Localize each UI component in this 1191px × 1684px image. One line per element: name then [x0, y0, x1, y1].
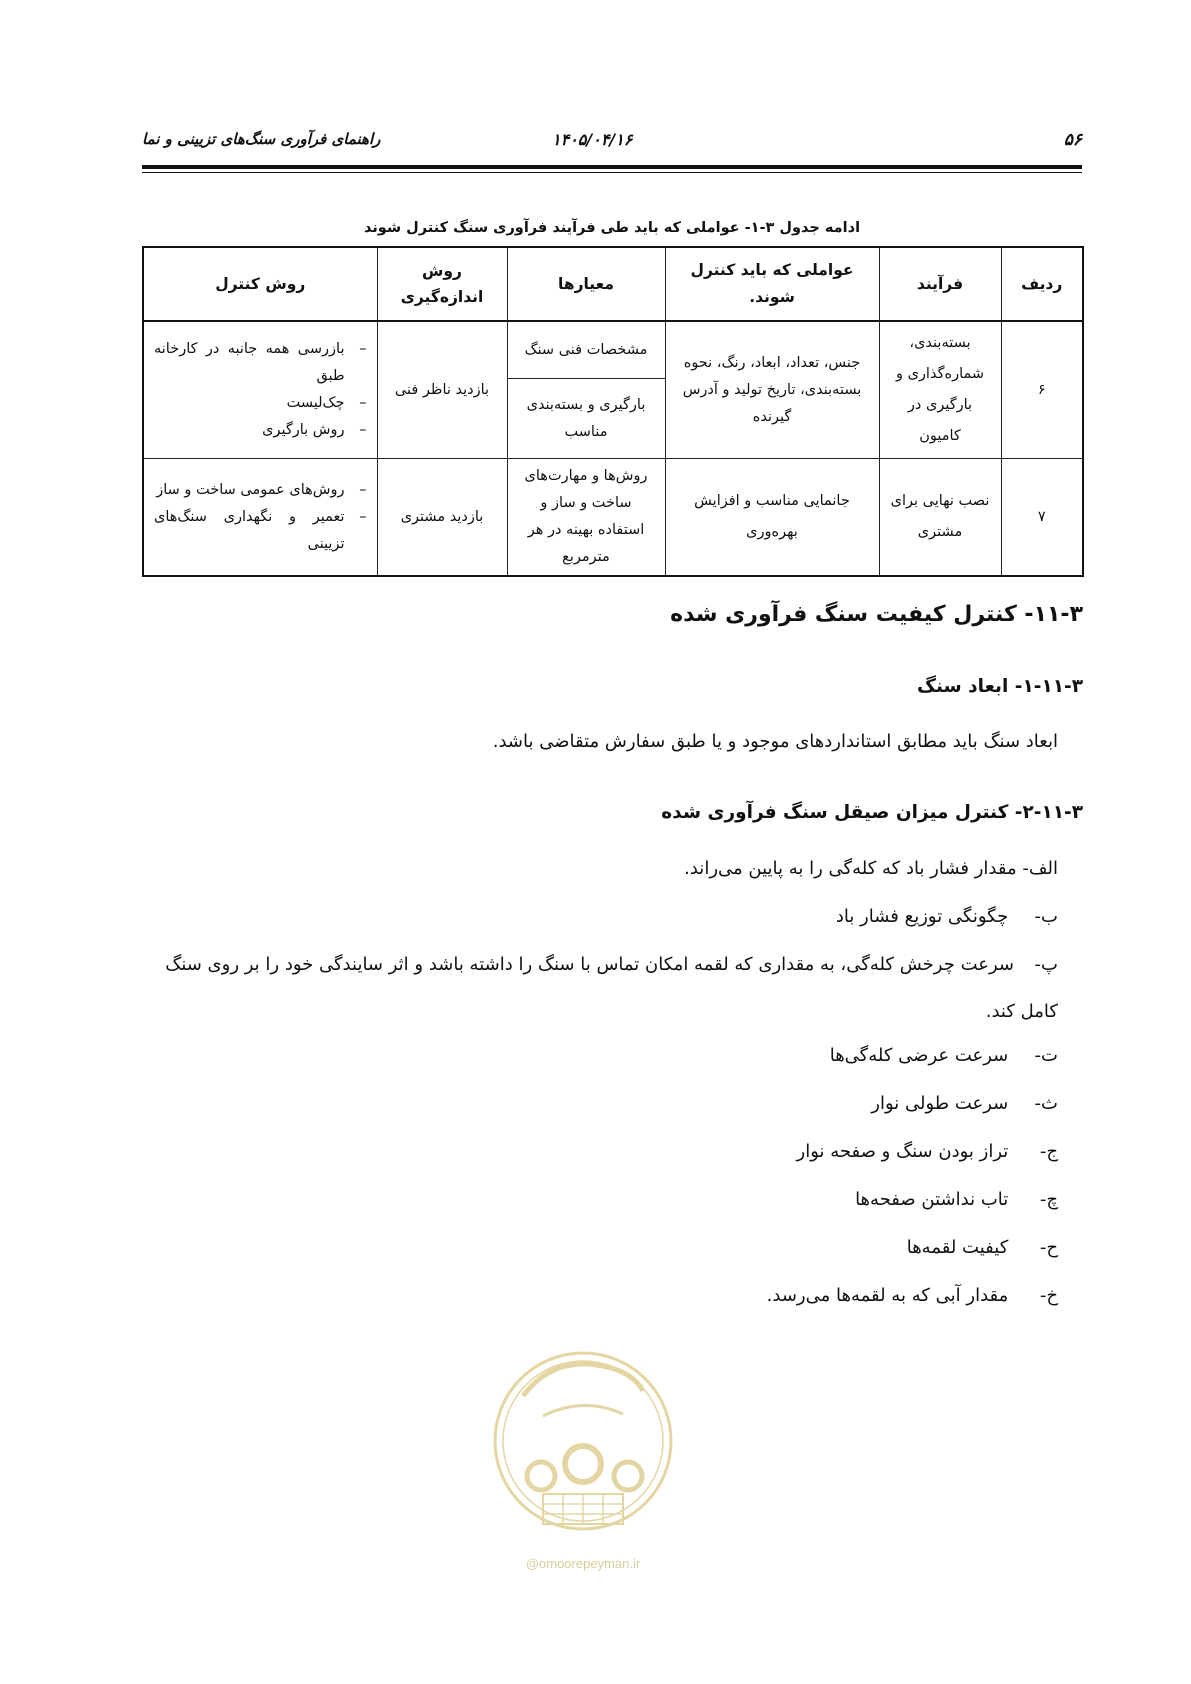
header-date: ۱۴۰۵/۰۴/۱۶ [552, 130, 633, 149]
item-marker: ح- [1039, 1237, 1058, 1258]
list-item [154, 390, 367, 417]
dash-bullet: – [359, 422, 367, 438]
control-item-text: چک‌لیست [286, 395, 345, 411]
factors-cell: جنس، تعداد، ابعاد، رنگ، نحوه بسته‌بندی، تاریخ تولید و آدرس گیرنده [665, 321, 879, 459]
page-number: ۵۶ [1063, 130, 1082, 150]
list-item [855, 1187, 1058, 1213]
item-text: سرعت چرخش کله‌گی، به مقداری که لقمه امکان تماس با سنگ را داشته باشد و اثر سایندگی خود را بر روی سنگ کامل کند. [165, 954, 1058, 1022]
dash-bullet: – [359, 395, 367, 411]
item-marker: ب- [1034, 906, 1058, 927]
table-row [143, 459, 1083, 577]
list-item [871, 1091, 1058, 1117]
header-rule-thick [142, 165, 1082, 169]
table-row [143, 321, 1083, 379]
item-text: تراز بودن سنگ و صفحه نوار [796, 1141, 1009, 1162]
measurement-cell: بازدید مشتری [377, 459, 507, 577]
list-item [907, 1235, 1058, 1261]
control-cell [143, 321, 377, 459]
item-text: سرعت طولی نوار [871, 1093, 1009, 1114]
control-item-text: بازرسی همه جانبه در کارخانه طبق [154, 341, 345, 384]
dimensions-paragraph: ابعاد سنگ باید مطابق استانداردهای موجود و یا طبق سفارش متقاضی باشد. [492, 731, 1058, 752]
col-header-process: فرآیند [879, 247, 1001, 321]
watermark-logo [483, 1336, 683, 1581]
row-number: ۶ [1001, 321, 1083, 459]
dash-bullet: – [359, 481, 367, 498]
page-header [142, 130, 1082, 170]
subsection-heading-dimensions: ۱-۱۱-۳- ابعاد سنگ [917, 676, 1083, 697]
list-item [830, 1043, 1058, 1069]
item-marker: خ- [1039, 1285, 1058, 1306]
list-item [797, 1139, 1059, 1165]
item-marker: الف- [1022, 858, 1058, 879]
list-item [133, 941, 1058, 1035]
dash-bullet: – [359, 508, 367, 525]
process-cell: بسته‌بندی، شماره‌گذاری و بارگیری در کامیون [879, 321, 1001, 459]
list-item [684, 856, 1058, 882]
control-table [142, 246, 1084, 577]
row-number: ۷ [1001, 459, 1083, 577]
item-marker: ج- [1039, 1141, 1058, 1162]
watermark-text: @omoorepeyman.ir [525, 1556, 641, 1571]
process-cell: نصب نهایی برای مشتری [879, 459, 1001, 577]
control-item-text: روش بارگیری [262, 422, 345, 438]
item-text: چگونگی توزیع فشار باد [835, 906, 1009, 927]
table-caption: ادامه جدول ۳-۱- عواملی که باید طی فرآیند فرآوری سنگ کنترل شوند [363, 220, 861, 236]
item-text: تاب نداشتن صفحه‌ها [855, 1189, 1009, 1210]
subsection-heading-polish: ۲-۱۱-۳- کنترل میزان صیقل سنگ فرآوری شده [661, 802, 1083, 823]
measurement-cell: بازدید ناظر فنی [377, 321, 507, 459]
item-text: سرعت عرضی کله‌گی‌ها [829, 1045, 1009, 1066]
list-item [767, 1283, 1058, 1309]
watermark-seal-icon [483, 1336, 683, 1581]
list-item [154, 477, 367, 504]
factors-cell: جانمایی مناسب و افزایش بهره‌وری [665, 459, 879, 577]
col-header-criteria: معیارها [507, 247, 665, 321]
col-header-control: روش کنترل [143, 247, 377, 321]
criteria-cell: بارگیری و بسته‌بندی مناسب [507, 379, 665, 459]
item-marker: پ- [1034, 954, 1058, 975]
control-item-text: تعمیر و نگهداری سنگ‌های تزیینی [154, 508, 345, 552]
item-text: کیفیت لقمه‌ها [906, 1237, 1009, 1258]
list-item [154, 336, 367, 390]
list-item [836, 904, 1058, 930]
table-header-row [143, 247, 1083, 321]
col-header-factors: عواملی که باید کنترل شوند. [665, 247, 879, 321]
criteria-cell: مشخصات فنی سنگ [507, 321, 665, 379]
col-header-measurement: روش اندازه‌گیری [377, 247, 507, 321]
control-cell [143, 459, 377, 577]
item-marker: ت- [1034, 1045, 1058, 1066]
header-rule-thin [142, 172, 1082, 173]
section-heading: ۱۱-۳- کنترل کیفیت سنگ فرآوری شده [670, 602, 1083, 627]
item-marker: ث- [1034, 1093, 1058, 1114]
list-item [154, 417, 367, 444]
list-item [154, 504, 367, 558]
item-text: مقدار آبی که به لقمه‌ها می‌رسد. [766, 1285, 1009, 1306]
col-header-row: ردیف [1001, 247, 1083, 321]
book-title: راهنمای فرآوری سنگ‌های تزیینی و نما [142, 130, 381, 148]
item-marker: چ- [1039, 1189, 1058, 1210]
criteria-cell: روش‌ها و مهارت‌های ساخت و ساز و استفاده بهینه در هر مترمربع [507, 459, 665, 577]
item-text: مقدار فشار باد که کله‌گی را به پایین می‌راند. [684, 858, 1017, 879]
control-item-text: روش‌های عمومی ساخت و ساز [156, 481, 345, 498]
dash-bullet: – [359, 341, 367, 357]
